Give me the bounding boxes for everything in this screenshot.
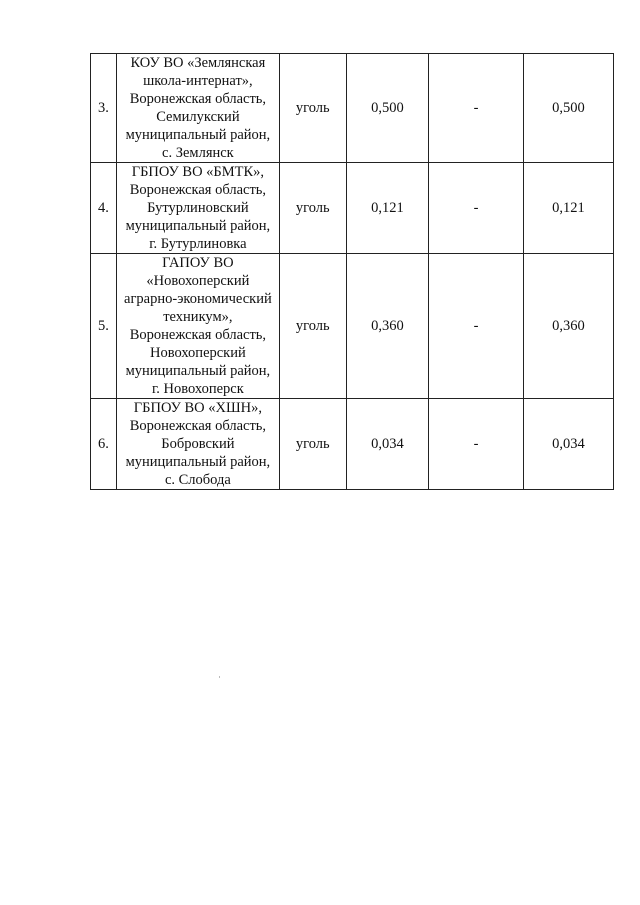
- name-line: ГБПОУ ВО «БМТК»,: [131, 164, 265, 180]
- name-line: Семилукский: [156, 109, 240, 125]
- organization-name: [116, 399, 279, 490]
- name-line: г. Бутурлиновка: [149, 236, 247, 252]
- name-line: муниципальный район,: [125, 127, 271, 143]
- name-line: Воронежская область,: [129, 418, 267, 434]
- name-line: Воронежская область,: [129, 327, 267, 343]
- fuel-type: уголь: [280, 399, 347, 490]
- name-line: с. Слобода: [164, 472, 231, 488]
- name-line: ГБПОУ ВО «ХШН»,: [133, 400, 262, 416]
- organization-name: [116, 54, 279, 163]
- value-1: 0,121: [346, 163, 429, 254]
- name-line: Бобровский: [161, 436, 235, 452]
- name-line: школа-интернат»,: [143, 73, 253, 89]
- value-2: -: [429, 54, 524, 163]
- value-1: 0,360: [346, 254, 429, 399]
- value-2: -: [429, 399, 524, 490]
- name-line: муниципальный район,: [125, 454, 271, 470]
- value-3: 0,121: [523, 163, 613, 254]
- fuel-type: уголь: [280, 254, 347, 399]
- organization-name: [116, 163, 279, 254]
- value-1: 0,034: [346, 399, 429, 490]
- name-line: г. Новохоперск: [151, 381, 244, 397]
- table-row: [91, 399, 614, 490]
- table-row: [91, 163, 614, 254]
- name-line: Бутурлиновский: [147, 200, 249, 216]
- row-number: 3.: [91, 54, 117, 163]
- value-2: -: [429, 163, 524, 254]
- name-line: Новохоперский: [150, 345, 246, 361]
- name-line: с. Землянск: [162, 145, 234, 161]
- name-line: «Новохоперский: [146, 273, 250, 289]
- name-line: ГАПОУ ВО: [162, 255, 234, 271]
- fuel-type: уголь: [280, 54, 347, 163]
- scan-artifact: [219, 676, 220, 678]
- value-2: -: [429, 254, 524, 399]
- name-line: аграрно-экономический: [124, 291, 272, 307]
- value-1: 0,500: [346, 54, 429, 163]
- row-number: 6.: [91, 399, 117, 490]
- name-line: Воронежская область,: [129, 182, 267, 198]
- table-row: [91, 54, 614, 163]
- value-3: 0,500: [523, 54, 613, 163]
- row-number: 5.: [91, 254, 117, 399]
- name-line: Воронежская область,: [129, 91, 267, 107]
- organization-name: [116, 254, 279, 399]
- name-line: муниципальный район,: [125, 218, 271, 234]
- fuel-type: уголь: [280, 163, 347, 254]
- value-3: 0,360: [523, 254, 613, 399]
- name-line: муниципальный район,: [125, 363, 271, 379]
- value-3: 0,034: [523, 399, 613, 490]
- row-number: 4.: [91, 163, 117, 254]
- name-line: техникум»,: [163, 309, 233, 325]
- table-row: [91, 254, 614, 399]
- data-table: [90, 53, 614, 490]
- name-line: КОУ ВО «Землянская: [130, 55, 266, 71]
